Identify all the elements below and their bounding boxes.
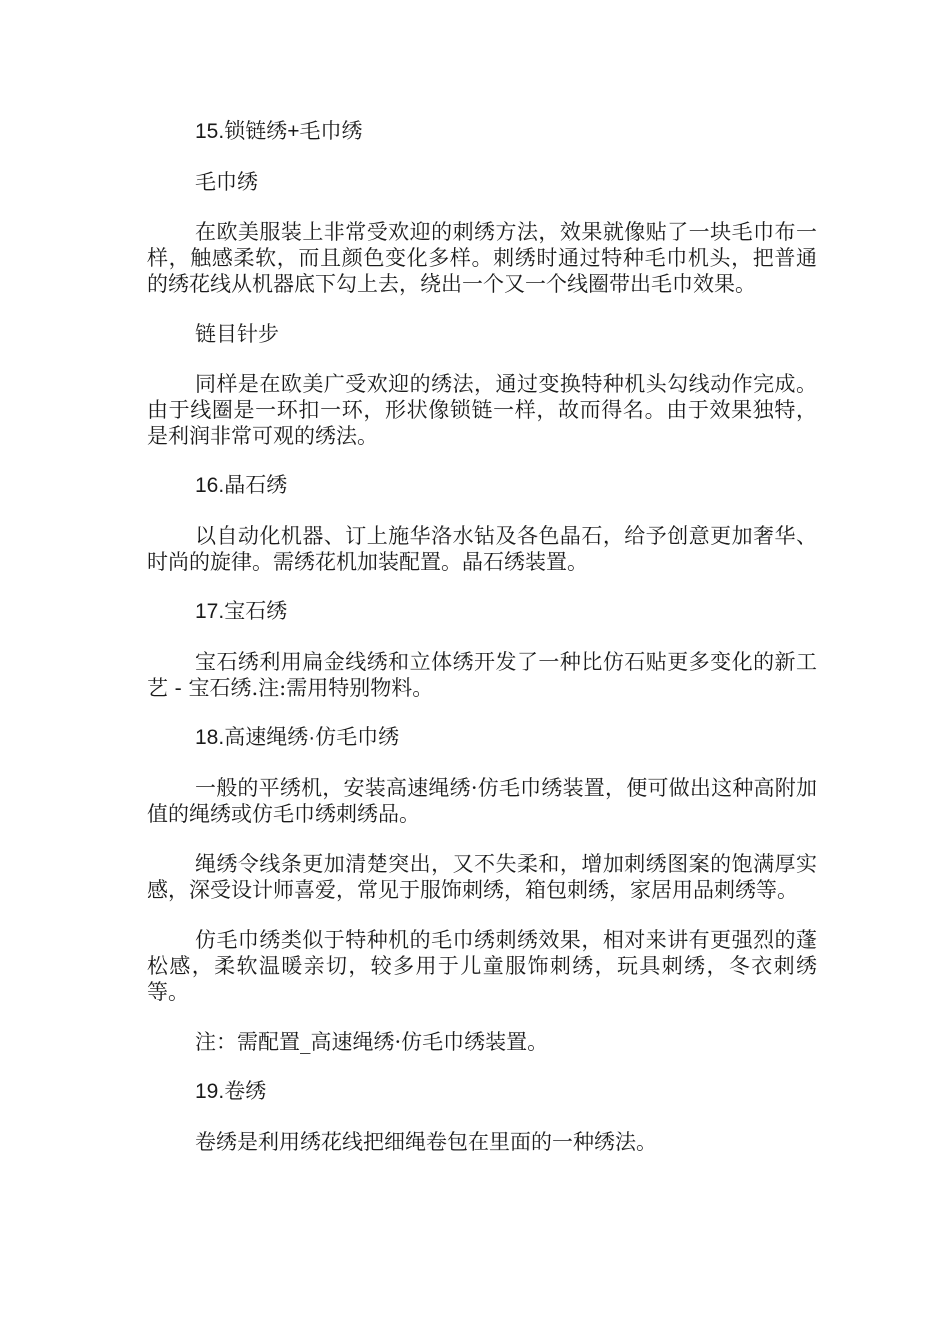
document-body — [147, 119, 817, 1179]
section-heading-15: 15.锁链绣+毛巾绣 — [195, 120, 363, 143]
paragraph-gem-embroidery: 宝石绣利用扁金线绣和立体绣开发了一种比仿石贴更多变化的新工艺 - 宝石绣.注:需用特别物料。 — [147, 650, 817, 700]
note-configuration: 注：需配置_高速绳绣·仿毛巾绣装置。 — [195, 1030, 549, 1054]
subheading-towel-embroidery: 毛巾绣 — [195, 170, 258, 194]
section-heading-19: 19.卷绣 — [195, 1080, 267, 1103]
paragraph-crystal-embroidery: 以自动化机器、订上施华洛水钻及各色晶石，给予创意更加奢华、时尚的旋律。需绣花机加装配置。晶石绣装置。 — [147, 524, 817, 574]
section-heading-16: 16.晶石绣 — [195, 474, 288, 497]
paragraph-cord-embroidery-intro: 一般的平绣机，安装高速绳绣·仿毛巾绣装置，便可做出这种高附加值的绳绣或仿毛巾绣刺绣品。 — [147, 776, 817, 826]
subheading-chain-stitch: 链目针步 — [195, 322, 279, 346]
paragraph-imitation-towel: 仿毛巾绣类似于特种机的毛巾绣刺绣效果，相对来讲有更强烈的蓬松感，柔软温暖亲切，较多用于儿童服饰刺绣，玩具刺绣，冬衣刺绣等。 — [147, 928, 817, 1004]
section-heading-18: 18.高速绳绣·仿毛巾绣 — [195, 726, 400, 749]
paragraph-towel-embroidery: 在欧美服装上非常受欢迎的刺绣方法，效果就像贴了一块毛巾布一样，触感柔软，而且颜色变化多样。刺绣时通过特种毛巾机头，把普通的绣花线从机器底下勾上去，绕出一个又一个线圈带出毛巾效果。 — [147, 220, 817, 296]
paragraph-cord-embroidery: 绳绣令线条更加清楚突出，又不失柔和，增加刺绣图案的饱满厚实感，深受设计师喜爱，常见于服饰刺绣，箱包刺绣，家居用品刺绣等。 — [147, 852, 817, 902]
paragraph-coiling-embroidery: 卷绣是利用绣花线把细绳卷包在里面的一种绣法。 — [195, 1130, 657, 1154]
paragraph-chain-stitch: 同样是在欧美广受欢迎的绣法，通过变换特种机头勾线动作完成。由于线圈是一环扣一环，形状像锁链一样，故而得名。由于效果独特，是利润非常可观的绣法。 — [147, 372, 817, 448]
section-heading-17: 17.宝石绣 — [195, 600, 288, 623]
